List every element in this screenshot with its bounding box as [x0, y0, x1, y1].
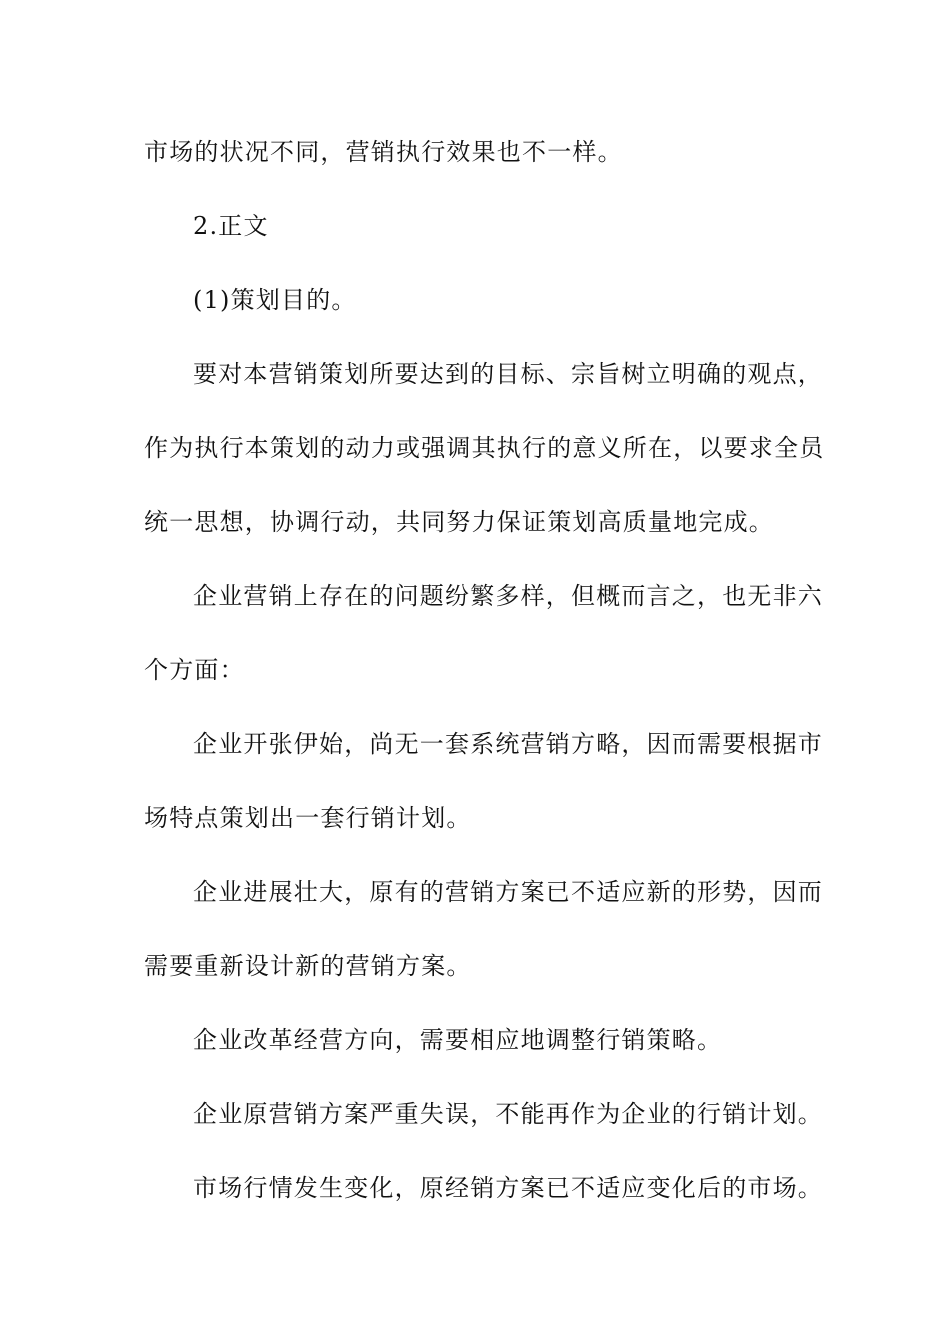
- text-line: 企业改革经营方向，需要相应地调整行销策略。: [193, 1026, 723, 1054]
- text-line: 个方面：: [144, 656, 245, 684]
- text-line: 场特点策划出一套行销计划。: [144, 804, 472, 832]
- text-line: 需要重新设计新的营销方案。: [144, 952, 472, 980]
- subsection-heading: (1)策划目的。: [193, 286, 357, 314]
- text-line: 企业进展壮大，原有的营销方案已不适应新的形势，因而: [193, 878, 823, 906]
- text-line: 市场行情发生变化，原经销方案已不适应变化后的市场。: [193, 1174, 823, 1202]
- text-line: 企业营销上存在的问题纷繁多样，但概而言之，也无非六: [193, 582, 823, 610]
- section-heading: 2.正文: [193, 212, 269, 240]
- text-line: 市场的状况不同，营销执行效果也不一样。: [144, 138, 623, 166]
- text-line: 作为执行本策划的动力或强调其执行的意义所在，以要求全员: [144, 434, 825, 462]
- text-line: 企业开张伊始，尚无一套系统营销方略，因而需要根据市: [193, 730, 823, 758]
- text-line: 统一思想，协调行动，共同努力保证策划高质量地完成。: [144, 508, 774, 536]
- text-line: 企业原营销方案严重失误，不能再作为企业的行销计划。: [193, 1100, 823, 1128]
- text-line: 要对本营销策划所要达到的目标、宗旨树立明确的观点，: [193, 360, 823, 388]
